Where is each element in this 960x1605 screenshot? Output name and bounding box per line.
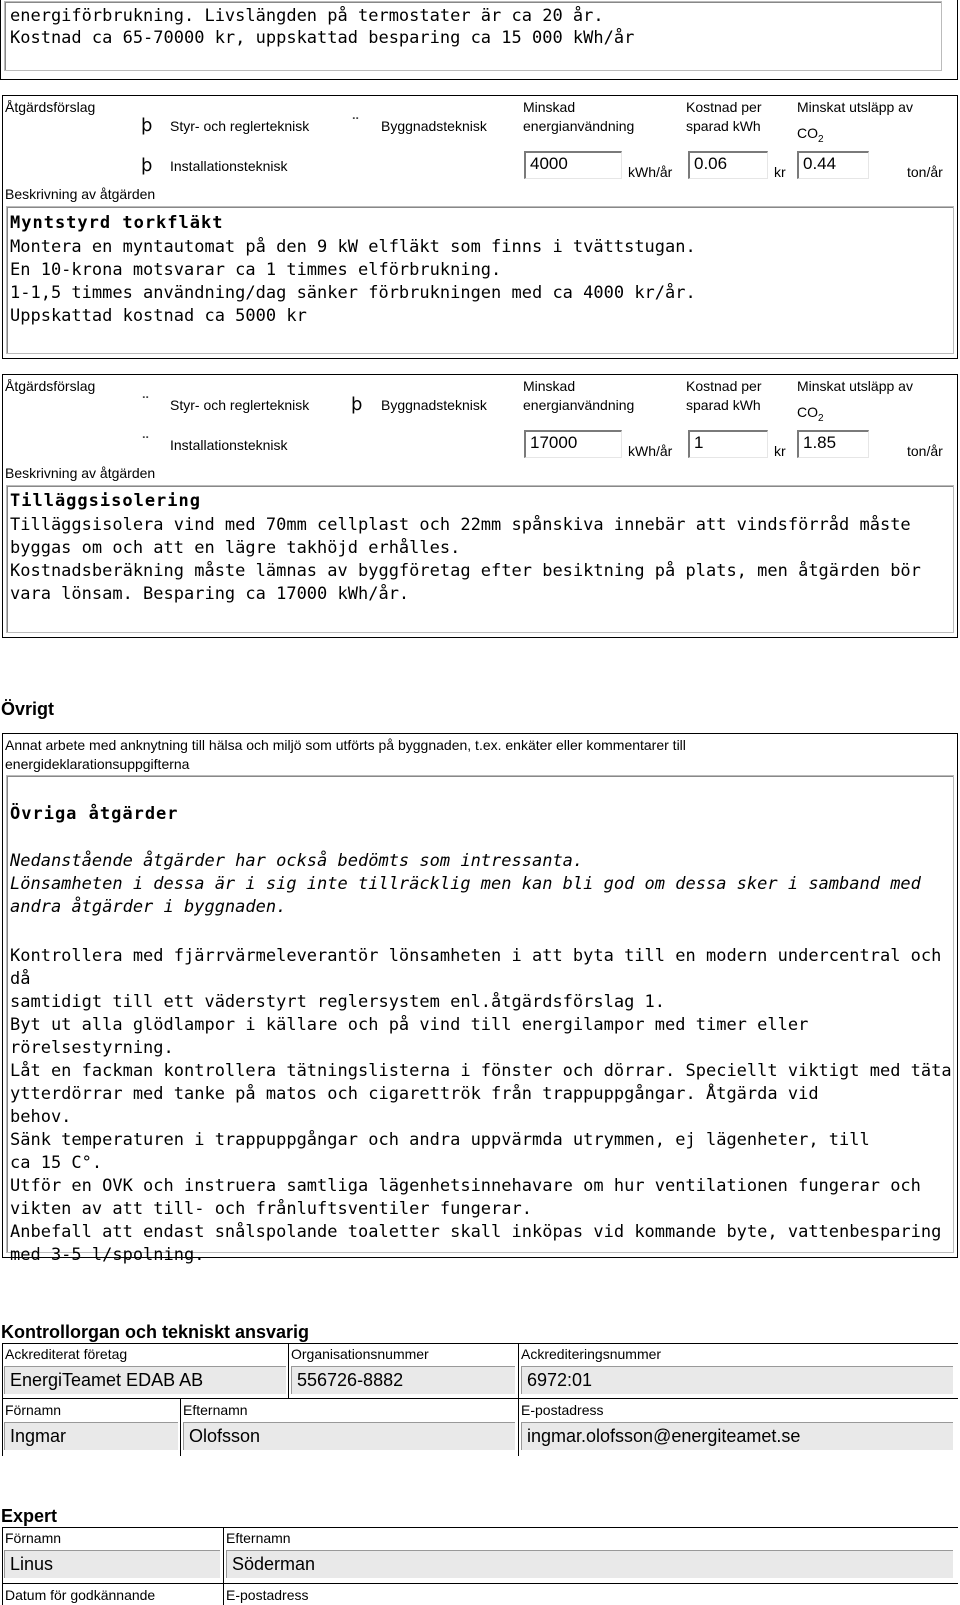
measure-1-install-label: Installationsteknisk bbox=[170, 158, 288, 174]
ovrigt-line: med 3-5 l/spolning. bbox=[10, 1245, 205, 1265]
measure-2-ton-unit: ton/år bbox=[907, 443, 943, 459]
expert-fornamn-label: Förnamn bbox=[5, 1530, 62, 1546]
ovrigt-line: ca 15 C°. bbox=[10, 1153, 103, 1173]
kontroll-epost-field[interactable]: ingmar.olofsson@energiteamet.se bbox=[521, 1422, 953, 1450]
measure-1-cost-input[interactable]: 0.06 bbox=[688, 151, 768, 179]
expert-efternamn-label: Efternamn bbox=[226, 1530, 291, 1546]
measure-1-bygg-label: Byggnadsteknisk bbox=[381, 118, 487, 134]
measure-2-line: Kostnadsberäkning måste lämnas av byggföretag efter besiktning på plats, men åtgärden bör bbox=[10, 561, 921, 581]
expert-efternamn-field[interactable]: Söderman bbox=[226, 1550, 953, 1578]
kontroll-divider-3 bbox=[180, 1398, 181, 1456]
measure-1-minskad-label-2: energianvändning bbox=[523, 118, 635, 134]
measure-1-minskad-label-1: Minskad bbox=[523, 99, 576, 115]
ovrigt-line: Utför en OVK och instruera samtliga lägenhetsinnehavare om hur ventilationen fungerar och bbox=[10, 1176, 921, 1196]
ovrigt-line: behov. bbox=[10, 1107, 72, 1127]
expert-epost-label: E-postadress bbox=[226, 1587, 309, 1603]
expert-datum-label: Datum för godkännande bbox=[5, 1587, 156, 1603]
expert-heading: Expert bbox=[1, 1506, 58, 1526]
ovrigt-desc-1: Annat arbete med anknytning till hälsa och miljö som utförts på byggnaden, t.ex. enkäter eller kommentarer till bbox=[5, 737, 686, 753]
ackr-nr-field[interactable]: 6972:01 bbox=[521, 1366, 953, 1394]
ovrigt-line: samtidigt till ett väderstyrt reglersystem enl.åtgärdsförslag 1. bbox=[10, 992, 666, 1012]
ovrigt-italic-line: Lönsamheten i dessa är i sig inte tillräcklig men kan bli god om dessa sker i samband med bbox=[10, 874, 921, 894]
ovrigt-heading: Övrigt bbox=[1, 699, 55, 719]
measure-1-kr-unit: kr bbox=[774, 164, 786, 180]
ovrigt-italic-block bbox=[10, 850, 921, 919]
measure-1-install-checkbox[interactable]: þ bbox=[141, 155, 153, 176]
measure-1-styr-label: Styr- och reglerteknisk bbox=[170, 118, 310, 134]
ovrigt-line: Kontrollera med fjärrvärmeleverantör lönsamheten i att byta till en modern undercentral och då bbox=[10, 946, 942, 989]
measure-1-line: 1-1,5 timmes användning/dag sänker förbrukningen med ca 4000 kr/år. bbox=[10, 283, 696, 303]
measure-1-line: Uppskattad kostnad ca 5000 kr bbox=[10, 306, 307, 326]
top-line-1: energiförbrukning. Livslängden på termostater är ca 20 år. bbox=[10, 6, 604, 26]
measure-2-utslapp-label: Minskat utsläpp av bbox=[797, 378, 913, 394]
measure-2-minskad-label-1: Minskad bbox=[523, 378, 576, 394]
measure-1-ton-unit: ton/år bbox=[907, 164, 943, 180]
ovrigt-line: vikten av att till- och frånluftsventiler fungerar. bbox=[10, 1199, 532, 1219]
measure-1-co2-label: $CO_2$ bbox=[797, 125, 824, 145]
ackr-foretag-field[interactable]: EnergiTeamet EDAB AB bbox=[4, 1366, 286, 1394]
expert-hline bbox=[2, 1583, 958, 1584]
ovrigt-italic-line: andra åtgärder i byggnaden. bbox=[10, 897, 287, 917]
measure-1-kostnad-label-1: Kostnad per bbox=[686, 99, 762, 115]
measure-2-cost-input[interactable]: 1 bbox=[688, 430, 768, 458]
ovrigt-title: Övriga åtgärder bbox=[10, 804, 179, 824]
measure-2-install-label: Installationsteknisk bbox=[170, 437, 288, 453]
kontroll-fornamn-label: Förnamn bbox=[5, 1402, 62, 1418]
measure-2-kr-unit: kr bbox=[774, 443, 786, 459]
measure-2-install-checkbox[interactable]: ¨ bbox=[141, 434, 150, 455]
ovrigt-line: Anbefall att endast snålspolande toaletter skall inköpas vid kommande byte, vattenbesparing bbox=[10, 1222, 942, 1242]
kontroll-divider-2 bbox=[518, 1343, 519, 1456]
orgnr-field[interactable]: 556726-8882 bbox=[291, 1366, 515, 1394]
ackr-nr-label: Ackrediteringsnummer bbox=[521, 1346, 662, 1362]
measure-2-co2-input[interactable]: 1.85 bbox=[797, 430, 869, 458]
measure-2-line: byggas om och att en lägre takhöjd erhålles. bbox=[10, 538, 461, 558]
ovrigt-italic-line: Nedanstående åtgärder har också bedömts som intressanta. bbox=[10, 851, 584, 871]
top-line-2: Kostnad ca 65-70000 kr, uppskattad besparing ca 15 000 kWh/år bbox=[10, 28, 635, 48]
kontroll-efternamn-label: Efternamn bbox=[183, 1402, 248, 1418]
measure-2-line: vara lönsam. Besparing ca 17000 kWh/år. bbox=[10, 584, 410, 604]
measure-1-kostnad-label-2: sparad kWh bbox=[686, 118, 761, 134]
ovrigt-line: ytterdörrar med tanke på matos och cigarettrök från trappuppgångar. Åtgärda vid bbox=[10, 1084, 819, 1104]
measure-1-title: Myntstyrd torkfläkt bbox=[10, 213, 224, 233]
ovrigt-line: Byt ut alla glödlampor i källare och på vind till energilampor med timer eller rörelsestyrning. bbox=[10, 1015, 809, 1058]
measure-1-co2-input[interactable]: 0.44 bbox=[797, 151, 869, 179]
expert-fornamn-field[interactable]: Linus bbox=[4, 1550, 220, 1578]
ovrigt-line: Låt en fackman kontrollera tätningslisterna i fönster och dörrar. Speciellt viktigt med täta bbox=[10, 1061, 952, 1081]
kontroll-fornamn-field[interactable]: Ingmar bbox=[4, 1422, 178, 1450]
measure-2-bygg-checkbox[interactable]: þ bbox=[351, 394, 363, 415]
measure-2-kostnad-label-2: sparad kWh bbox=[686, 397, 761, 413]
kontroll-heading: Kontrollorgan och tekniskt ansvarig bbox=[1, 1322, 310, 1342]
ovrigt-desc-2: energideklarationsuppgifterna bbox=[5, 756, 190, 772]
measure-2-styr-checkbox[interactable]: ¨ bbox=[141, 394, 150, 415]
measure-2-line: Tilläggsisolera vind med 70mm cellplast och 22mm spånskiva innebär att vindsförråd måste bbox=[10, 515, 911, 535]
ovrigt-line: Sänk temperaturen i trappuppgångar och andra uppvärmda utrymmen, ej lägenheter, till bbox=[10, 1130, 870, 1150]
measure-1-line: En 10-krona motsvarar ca 1 timmes elförbrukning. bbox=[10, 260, 502, 280]
expert-divider bbox=[223, 1527, 224, 1605]
measure-1-description bbox=[10, 236, 696, 328]
measure-2-kwh-unit: kWh/år bbox=[628, 443, 673, 459]
kontroll-epost-label: E-postadress bbox=[521, 1402, 604, 1418]
measure-1-line: Montera en myntautomat på den 9 kW elfläkt som finns i tvättstugan. bbox=[10, 237, 696, 257]
measure-2-title: Tilläggsisolering bbox=[10, 491, 201, 511]
ovrigt-list-block bbox=[10, 945, 960, 1267]
measure-1-kwh-unit: kWh/år bbox=[628, 164, 673, 180]
measure-2-bygg-label: Byggnadsteknisk bbox=[381, 397, 487, 413]
measure-2-kostnad-label-1: Kostnad per bbox=[686, 378, 762, 394]
measure-1-bygg-checkbox[interactable]: ¨ bbox=[351, 115, 360, 136]
ackr-foretag-label: Ackrediterat företag bbox=[5, 1346, 128, 1362]
measure-1-beskrivning-label: Beskrivning av åtgärden bbox=[5, 186, 156, 202]
measure-1-atgardsforslag-label: Åtgärdsförslag bbox=[5, 99, 96, 115]
measure-2-description bbox=[10, 514, 921, 606]
kontroll-efternamn-field[interactable]: Olofsson bbox=[183, 1422, 515, 1450]
measure-1-styr-checkbox[interactable]: þ bbox=[141, 115, 153, 136]
kontroll-hline bbox=[2, 1398, 958, 1399]
measure-1-energy-input[interactable]: 4000 bbox=[524, 151, 622, 179]
kontroll-divider-1 bbox=[288, 1343, 289, 1398]
measure-1-utslapp-label: Minskat utsläpp av bbox=[797, 99, 913, 115]
measure-2-atgardsforslag-label: Åtgärdsförslag bbox=[5, 378, 96, 394]
measure-2-co2-label: $CO_2$ bbox=[797, 404, 824, 424]
orgnr-label: Organisationsnummer bbox=[291, 1346, 429, 1362]
measure-2-beskrivning-label: Beskrivning av åtgärden bbox=[5, 465, 156, 481]
measure-2-energy-input[interactable]: 17000 bbox=[524, 430, 622, 458]
measure-2-minskad-label-2: energianvändning bbox=[523, 397, 635, 413]
measure-2-styr-label: Styr- och reglerteknisk bbox=[170, 397, 310, 413]
